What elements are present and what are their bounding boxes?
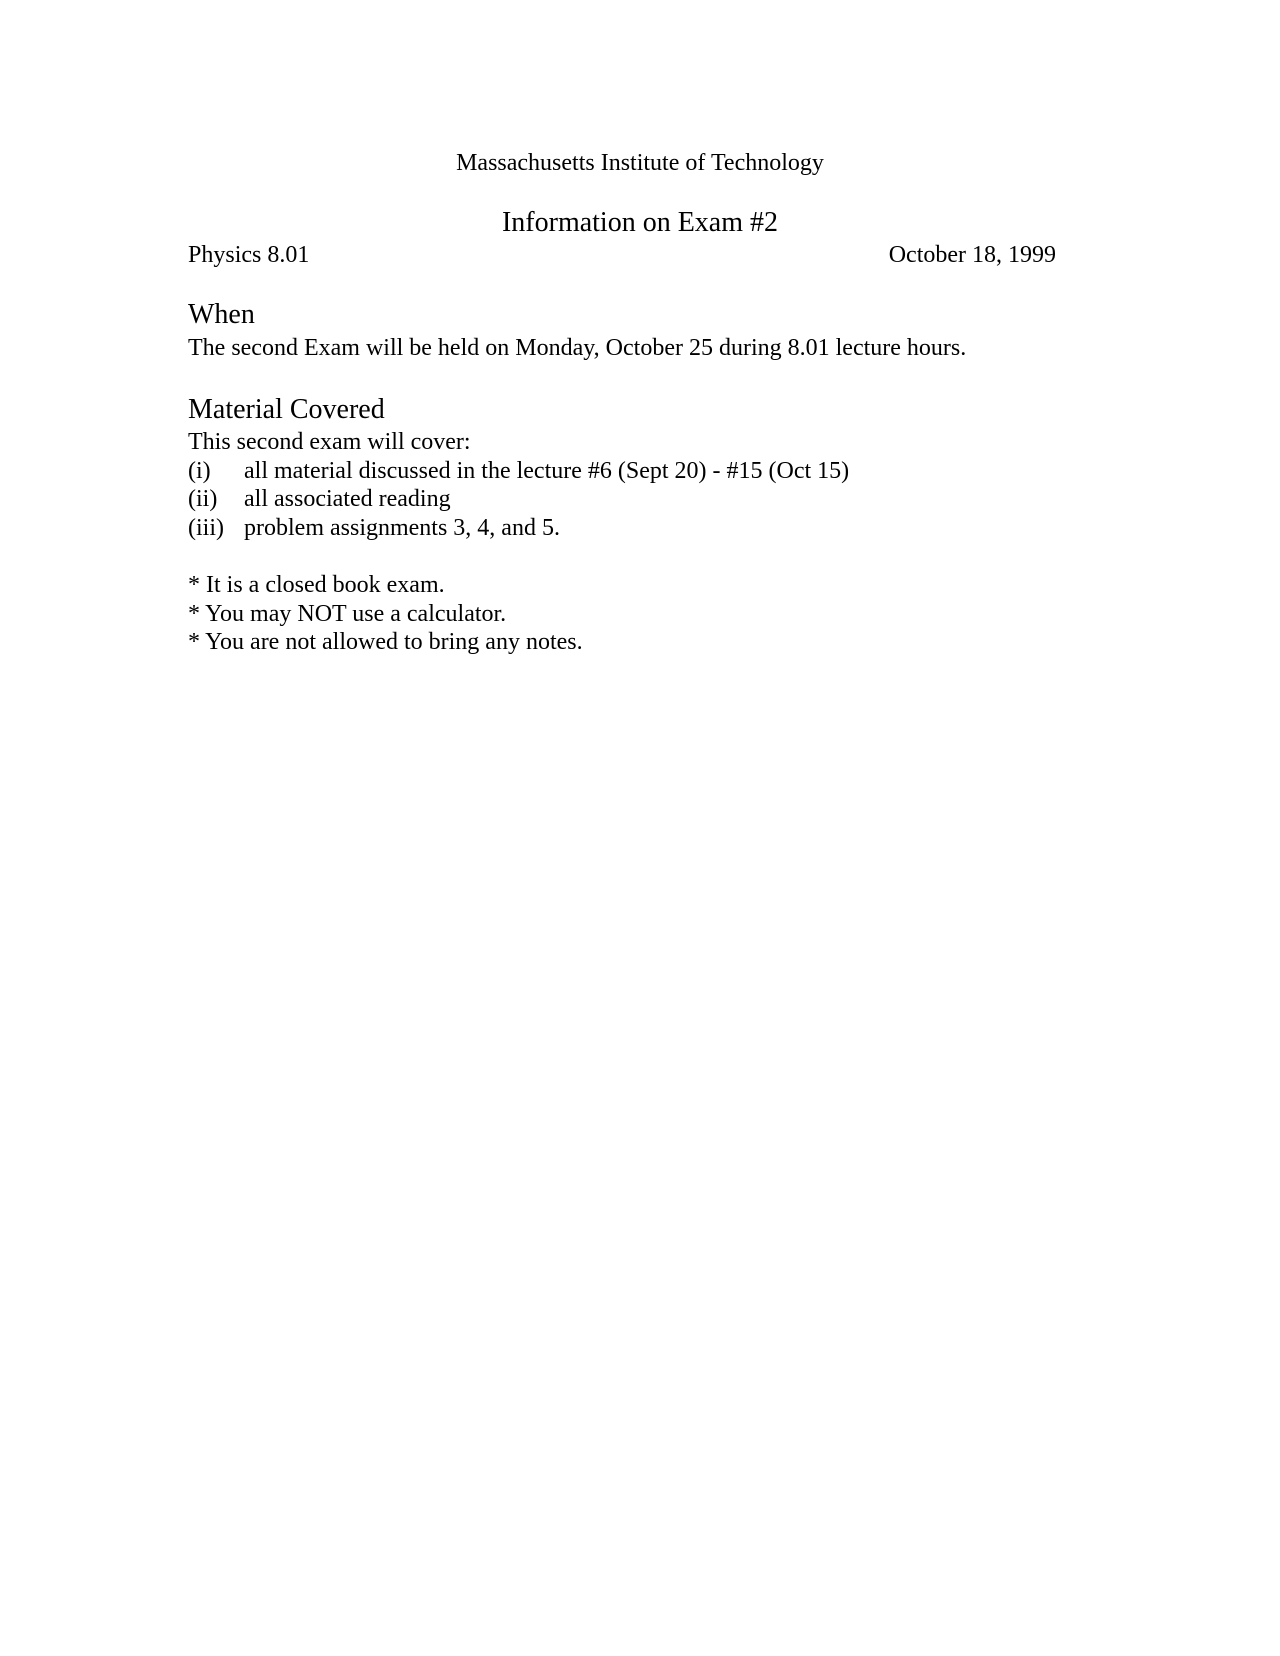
- note-no-notes: * You are not allowed to bring any notes.: [188, 629, 583, 655]
- document-date: October 18, 1999: [888, 242, 1056, 268]
- list-item-text: all material discussed in the lecture #6 (Sept 20) - #15 (Oct 15): [244, 458, 850, 484]
- list-item-text: problem assignments 3, 4, and 5.: [244, 515, 560, 541]
- when-text: The second Exam will be held on Monday, October 25 during 8.01 lecture hours.: [188, 335, 967, 361]
- list-item: [188, 484, 451, 514]
- note-closed-book: * It is a closed book exam.: [188, 572, 445, 598]
- material-intro: This second exam will cover:: [188, 429, 471, 455]
- course-name: Physics 8.01: [188, 242, 310, 268]
- note-no-calculator: * You may NOT use a calculator.: [188, 601, 507, 627]
- list-marker: (i): [188, 458, 211, 484]
- list-marker: (ii): [188, 486, 218, 512]
- document-title: Information on Exam #2: [501, 207, 779, 238]
- list-marker: (iii): [188, 515, 224, 541]
- list-item-text: all associated reading: [244, 486, 451, 512]
- list-item: [188, 456, 849, 486]
- institution-name: Massachusetts Institute of Technology: [456, 150, 824, 176]
- section-heading-material-covered: Material Covered: [188, 394, 385, 425]
- list-item: [188, 513, 560, 543]
- section-heading-when: When: [188, 299, 255, 330]
